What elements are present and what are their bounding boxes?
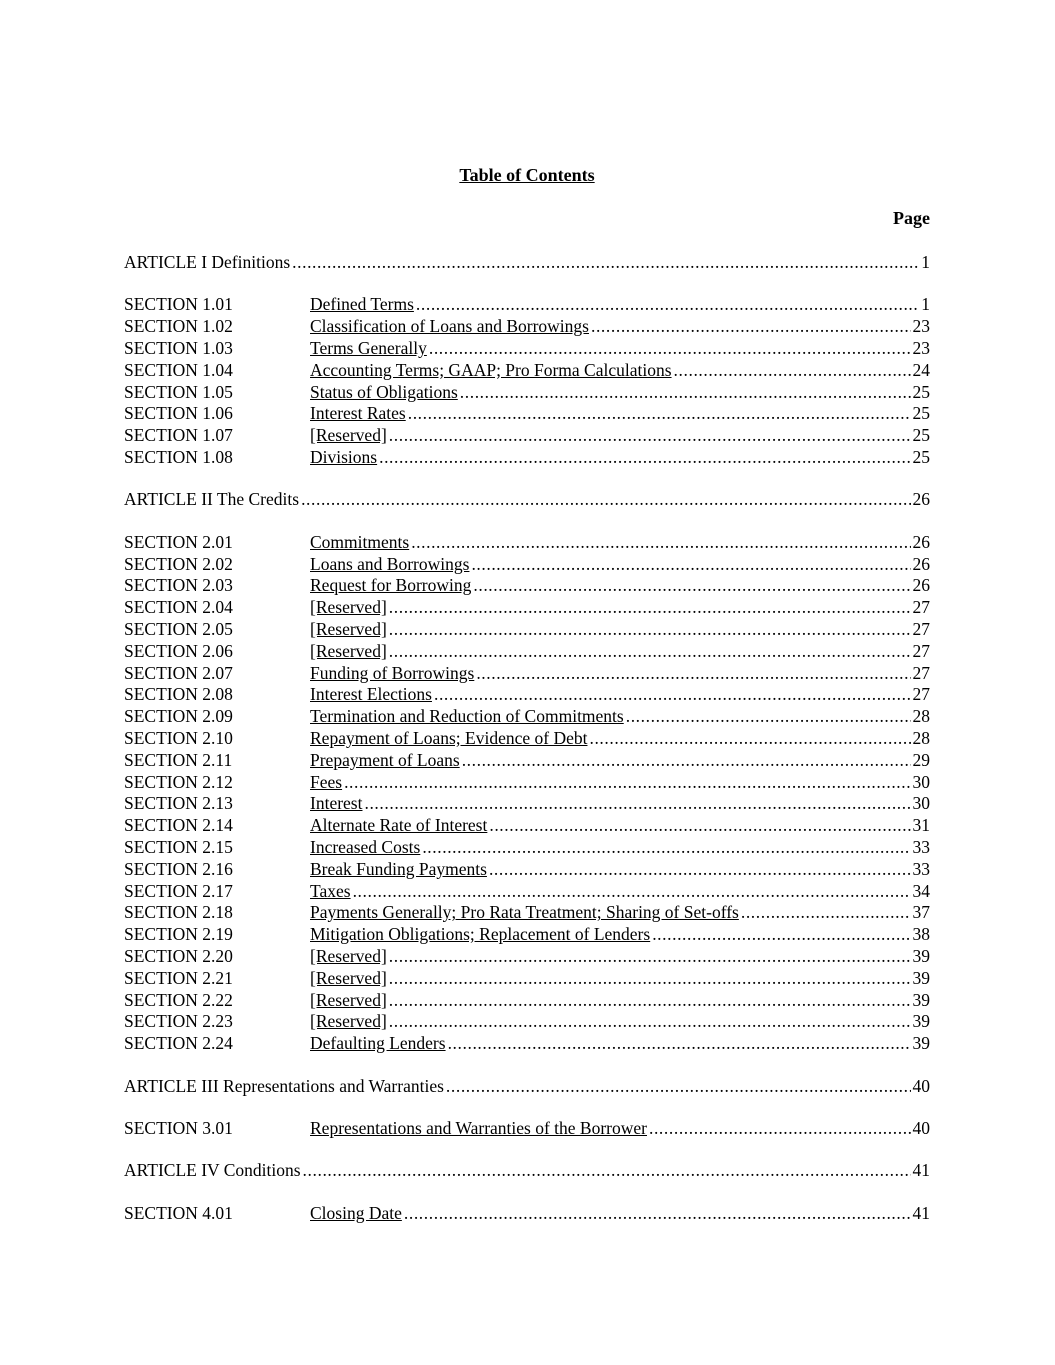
- toc-section-row[interactable]: [124, 901, 930, 923]
- dot-leader: [460, 381, 911, 403]
- dot-leader: [741, 901, 911, 923]
- dot-leader: [344, 771, 910, 793]
- section-page-number: 39: [912, 989, 930, 1010]
- section-number: SECTION 2.23: [124, 1011, 233, 1032]
- toc-section-row[interactable]: [124, 1032, 930, 1054]
- toc-section-row[interactable]: [124, 574, 930, 596]
- section-page-number: 1: [921, 294, 930, 315]
- section-title-link[interactable]: Status of Obligations: [310, 381, 458, 402]
- section-title-link[interactable]: Mitigation Obligations; Replacement of Lenders: [310, 924, 651, 945]
- dot-leader: [389, 424, 911, 446]
- section-title-link[interactable]: Alternate Rate of Interest: [310, 815, 488, 836]
- dot-leader: [379, 446, 910, 468]
- section-title-link[interactable]: Defaulting Lenders: [310, 1033, 446, 1054]
- section-page-number: 37: [912, 902, 930, 923]
- section-title-link[interactable]: [Reserved]: [310, 989, 387, 1010]
- section-page-number: 26: [912, 553, 930, 574]
- toc-article-row[interactable]: [124, 1159, 930, 1181]
- section-page-number: 30: [912, 771, 930, 792]
- dot-leader: [364, 792, 910, 814]
- toc-article-row[interactable]: [124, 1075, 930, 1097]
- dot-leader: [448, 1032, 911, 1054]
- toc-section-row[interactable]: [124, 1202, 930, 1224]
- section-number: SECTION 2.04: [124, 597, 233, 618]
- dot-leader: [462, 749, 911, 771]
- section-number: SECTION 1.02: [124, 316, 233, 337]
- section-page-number: 39: [912, 967, 930, 988]
- toc-section-row[interactable]: [124, 923, 930, 945]
- section-number: SECTION 2.06: [124, 640, 233, 661]
- section-page-number: 25: [912, 403, 930, 424]
- section-title-link[interactable]: Divisions: [310, 447, 378, 467]
- dot-leader: [473, 574, 910, 596]
- toc-section-row[interactable]: [124, 553, 930, 575]
- toc-section-row[interactable]: [124, 683, 930, 705]
- dot-leader: [422, 836, 910, 858]
- dot-leader: [408, 402, 911, 424]
- page-column-header: Page: [893, 208, 930, 228]
- section-title-link[interactable]: Fees: [310, 771, 343, 792]
- dot-leader: [404, 1202, 911, 1224]
- section-page-number: 39: [912, 946, 930, 966]
- article-page-number: 1: [921, 252, 930, 272]
- toc-section-row[interactable]: [124, 705, 930, 727]
- section-number: SECTION 1.04: [124, 359, 233, 380]
- section-title-link[interactable]: Defined Terms: [310, 294, 414, 315]
- toc-section-row[interactable]: [124, 945, 930, 967]
- dot-leader: [591, 315, 911, 337]
- section-page-number: 26: [912, 575, 930, 596]
- section-title-link[interactable]: Repayment of Loans; Evidence of Debt: [310, 728, 588, 748]
- section-title-link[interactable]: Increased Costs: [310, 837, 421, 857]
- article-page-number: 40: [912, 1075, 930, 1096]
- dot-leader: [652, 923, 910, 945]
- dot-leader: [389, 618, 911, 640]
- dot-leader: [489, 858, 911, 880]
- section-number: SECTION 1.08: [124, 447, 233, 467]
- section-page-number: 24: [912, 359, 930, 380]
- toc-section-row[interactable]: [124, 727, 930, 749]
- section-title-link[interactable]: Representations and Warranties of the Borrower: [310, 1118, 647, 1138]
- toc-section-row[interactable]: [124, 446, 930, 468]
- section-title-link[interactable]: Accounting Terms; GAAP; Pro Forma Calculations: [310, 359, 672, 380]
- section-page-number: 39: [912, 1011, 930, 1032]
- toc-article-row[interactable]: [124, 251, 930, 273]
- toc-section-row[interactable]: [124, 424, 930, 446]
- section-number: SECTION 2.20: [124, 946, 233, 966]
- section-title-link[interactable]: [Reserved]: [310, 946, 387, 966]
- toc-section-row[interactable]: [124, 814, 930, 836]
- section-page-number: 39: [912, 1033, 930, 1054]
- section-page-number: 28: [912, 706, 930, 727]
- toc-section-row[interactable]: [124, 858, 930, 880]
- section-number: SECTION 1.07: [124, 425, 233, 446]
- dot-leader: [303, 1159, 911, 1181]
- toc-section-row[interactable]: [124, 337, 930, 359]
- section-number: SECTION 2.07: [124, 662, 233, 683]
- section-page-number: 26: [912, 531, 930, 552]
- article-label: ARTICLE IV Conditions: [124, 1160, 301, 1181]
- toc-section-row[interactable]: [124, 792, 930, 814]
- section-page-number: 31: [912, 815, 930, 836]
- toc-section-row[interactable]: [124, 618, 930, 640]
- section-title-link[interactable]: [Reserved]: [310, 619, 387, 639]
- dot-leader: [301, 488, 910, 510]
- section-page-number: 27: [912, 619, 930, 639]
- dot-leader: [471, 553, 910, 575]
- section-title-link[interactable]: Interest Rates: [310, 403, 406, 424]
- section-title-link[interactable]: Loans and Borrowings: [310, 553, 470, 574]
- section-number: SECTION 2.12: [124, 771, 233, 792]
- section-title-link[interactable]: [Reserved]: [310, 425, 387, 446]
- dot-leader: [416, 293, 919, 315]
- toc-section-row[interactable]: [124, 662, 930, 684]
- toc-section-row[interactable]: [124, 531, 930, 553]
- section-title-link[interactable]: Terms Generally: [310, 338, 427, 358]
- section-title-link[interactable]: Closing Date: [310, 1202, 402, 1223]
- toc-section-row[interactable]: [124, 640, 930, 662]
- section-number: SECTION 2.13: [124, 793, 233, 814]
- toc-section-row[interactable]: [124, 880, 930, 902]
- toc-section-row[interactable]: [124, 989, 930, 1011]
- section-number: SECTION 2.11: [124, 749, 233, 770]
- section-number: SECTION 4.01: [124, 1202, 233, 1223]
- dot-leader: [429, 337, 911, 359]
- toc-title: Table of Contents: [459, 165, 595, 185]
- section-title-link[interactable]: [Reserved]: [310, 1011, 387, 1032]
- section-page-number: 41: [912, 1202, 930, 1223]
- section-title-link[interactable]: Commitments: [310, 531, 410, 552]
- section-number: SECTION 1.06: [124, 403, 233, 424]
- section-title-link[interactable]: Prepayment of Loans: [310, 749, 460, 770]
- dot-leader: [389, 640, 911, 662]
- dot-leader: [389, 989, 911, 1011]
- section-title-link[interactable]: Termination and Reduction of Commitments: [310, 706, 624, 727]
- section-title-link[interactable]: Classification of Loans and Borrowings: [310, 316, 589, 337]
- section-page-number: 33: [912, 858, 930, 879]
- dot-leader: [434, 683, 911, 705]
- section-page-number: 38: [912, 924, 930, 945]
- dot-leader: [476, 662, 910, 684]
- section-page-number: 27: [912, 597, 930, 618]
- section-number: SECTION 2.18: [124, 902, 233, 923]
- toc-section-row[interactable]: [124, 836, 930, 858]
- section-title-link[interactable]: Interest: [310, 793, 363, 814]
- dot-leader: [389, 1010, 911, 1032]
- dot-leader: [292, 251, 919, 273]
- section-page-number: 25: [912, 447, 930, 467]
- dot-leader: [411, 531, 910, 553]
- section-number: SECTION 2.10: [124, 728, 233, 748]
- section-number: SECTION 2.08: [124, 684, 233, 705]
- dot-leader: [674, 359, 911, 381]
- section-title-link[interactable]: [Reserved]: [310, 597, 387, 618]
- section-title-link[interactable]: Funding of Borrowings: [310, 662, 475, 683]
- section-title-link[interactable]: Payments Generally; Pro Rata Treatment; Sharing of Set-offs: [310, 902, 739, 923]
- article-label: ARTICLE III Representations and Warranties: [124, 1075, 444, 1096]
- toc-section-row[interactable]: [124, 1010, 930, 1032]
- toc-section-row[interactable]: [124, 771, 930, 793]
- article-page-number: 26: [912, 489, 930, 510]
- section-title-link[interactable]: [Reserved]: [310, 967, 387, 988]
- section-number: SECTION 1.05: [124, 381, 233, 402]
- section-title-link[interactable]: [Reserved]: [310, 640, 387, 661]
- section-page-number: 27: [912, 684, 930, 705]
- section-title-link[interactable]: Taxes: [310, 880, 351, 901]
- dot-leader: [389, 945, 911, 967]
- section-title-link[interactable]: Break Funding Payments: [310, 858, 487, 879]
- dot-leader: [389, 967, 911, 989]
- toc-section-row[interactable]: [124, 402, 930, 424]
- article-label: ARTICLE I Definitions: [124, 252, 291, 272]
- toc-section-row[interactable]: [124, 596, 930, 618]
- dot-leader: [446, 1075, 911, 1097]
- dot-leader: [389, 596, 911, 618]
- section-number: SECTION 2.09: [124, 706, 233, 727]
- section-number: SECTION 2.02: [124, 553, 233, 574]
- section-title-link[interactable]: Interest Elections: [310, 684, 432, 705]
- section-number: SECTION 2.21: [124, 967, 233, 988]
- section-page-number: 27: [912, 662, 930, 683]
- article-page-number: 41: [912, 1160, 930, 1181]
- section-number: SECTION 2.05: [124, 619, 233, 639]
- toc-section-row[interactable]: [124, 293, 930, 315]
- toc-section-row[interactable]: [124, 381, 930, 403]
- section-title-link[interactable]: Request for Borrowing: [310, 575, 472, 596]
- section-number: SECTION 2.22: [124, 989, 233, 1010]
- toc-page: [124, 0, 930, 1365]
- toc-section-row[interactable]: [124, 359, 930, 381]
- section-page-number: 25: [912, 381, 930, 402]
- toc-section-row[interactable]: [124, 749, 930, 771]
- dot-leader: [626, 705, 911, 727]
- article-label: ARTICLE II The Credits: [124, 489, 300, 510]
- section-page-number: 25: [912, 425, 930, 446]
- section-number: SECTION 1.01: [124, 294, 233, 315]
- section-page-number: 28: [912, 728, 930, 748]
- section-number: SECTION 2.14: [124, 815, 233, 836]
- dot-leader: [649, 1117, 911, 1139]
- dot-leader: [353, 880, 911, 902]
- section-number: SECTION 2.17: [124, 880, 233, 901]
- section-number: SECTION 2.24: [124, 1033, 233, 1054]
- section-number: SECTION 2.16: [124, 858, 233, 879]
- dot-leader: [489, 814, 910, 836]
- section-page-number: 40: [912, 1118, 930, 1138]
- section-number: SECTION 2.01: [124, 531, 233, 552]
- toc-section-row[interactable]: [124, 1117, 930, 1139]
- section-page-number: 23: [912, 316, 930, 337]
- section-page-number: 30: [912, 793, 930, 814]
- toc-section-row[interactable]: [124, 315, 930, 337]
- section-page-number: 33: [912, 837, 930, 857]
- toc-section-row[interactable]: [124, 967, 930, 989]
- section-page-number: 23: [912, 338, 930, 358]
- toc-article-row[interactable]: [124, 488, 930, 510]
- section-page-number: 29: [912, 749, 930, 770]
- section-number: SECTION 2.19: [124, 924, 233, 945]
- dot-leader: [589, 727, 910, 749]
- section-number: SECTION 2.15: [124, 837, 233, 857]
- section-page-number: 27: [912, 640, 930, 661]
- section-number: SECTION 2.03: [124, 575, 233, 596]
- section-number: SECTION 3.01: [124, 1118, 233, 1138]
- section-page-number: 34: [912, 880, 930, 901]
- section-number: SECTION 1.03: [124, 338, 233, 358]
